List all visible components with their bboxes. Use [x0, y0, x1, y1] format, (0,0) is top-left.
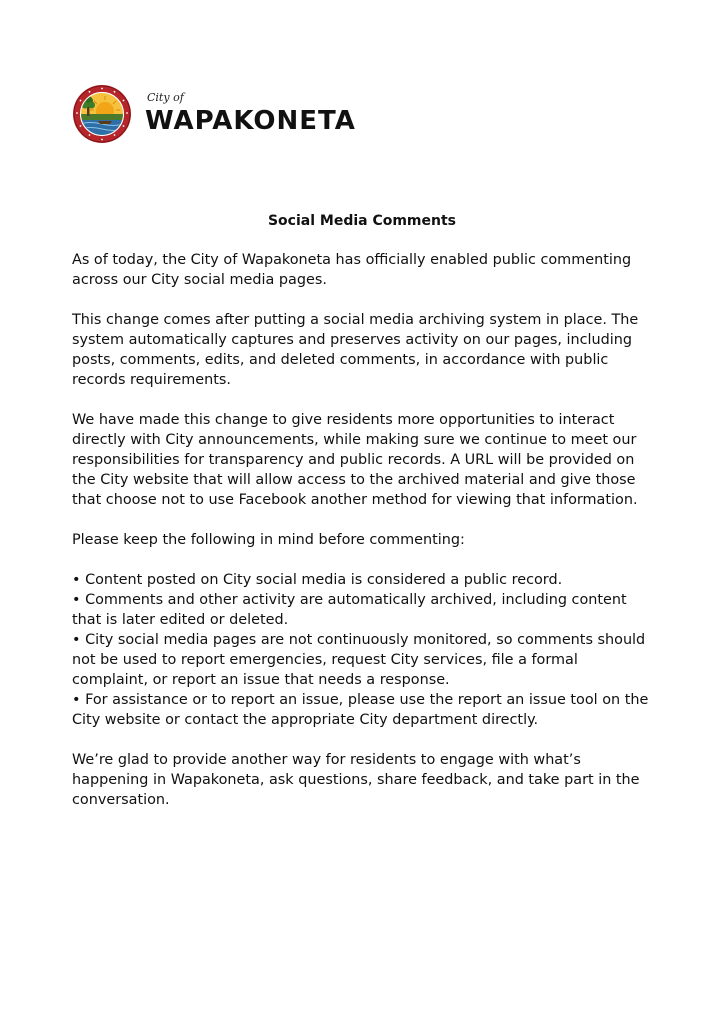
list-item: • Comments and other activity are automatically archived, including content that is later edited or deleted. — [72, 592, 627, 628]
list-item: • For assistance or to report an issue, please use the report an issue tool on the City website or contact the appropriate City department directly. — [72, 692, 649, 728]
paragraph-archiving: This change comes after putting a social media archiving system in place. The system automatically captures and preserves activity on our pages, including posts, comments, edits, and deleted comments, in accordance with public records requirements. — [72, 312, 639, 388]
paragraph-closing: We’re glad to provide another way for residents to engage with what’s happening in Wapakoneta, ask questions, share feedback, and take part in the conversation. — [72, 752, 640, 808]
list-item: • Content posted on City social media is considered a public record. — [72, 572, 563, 588]
paragraph-purpose: We have made this change to give residents more opportunities to interact directly with City announcements, while making sure we continue to meet our responsibilities for transparency and public records. A URL will be provided on the City website that will allow access to the archived material and give those that choose not to use Facebook another method for viewing that information. — [72, 412, 638, 508]
paragraph-intro: As of today, the City of Wapakoneta has officially enabled public commenting across our City social media pages. — [72, 252, 632, 288]
paragraph-guidelines-intro: Please keep the following in mind before commenting: — [72, 532, 465, 548]
city-of-label: City of — [147, 91, 184, 104]
document-title: Social Media Comments — [267, 213, 457, 229]
city-name: WAPAKONETA — [145, 106, 356, 136]
list-item: • City social media pages are not continuously monitored, so comments should not be used to report emergencies, request City services, file a formal complaint, or report an issue that needs a response. — [72, 632, 646, 688]
city-wordmark — [145, 92, 356, 136]
guidelines-list — [72, 570, 652, 730]
letterhead — [72, 84, 356, 144]
document-body — [72, 250, 652, 830]
city-seal-icon — [72, 84, 132, 144]
